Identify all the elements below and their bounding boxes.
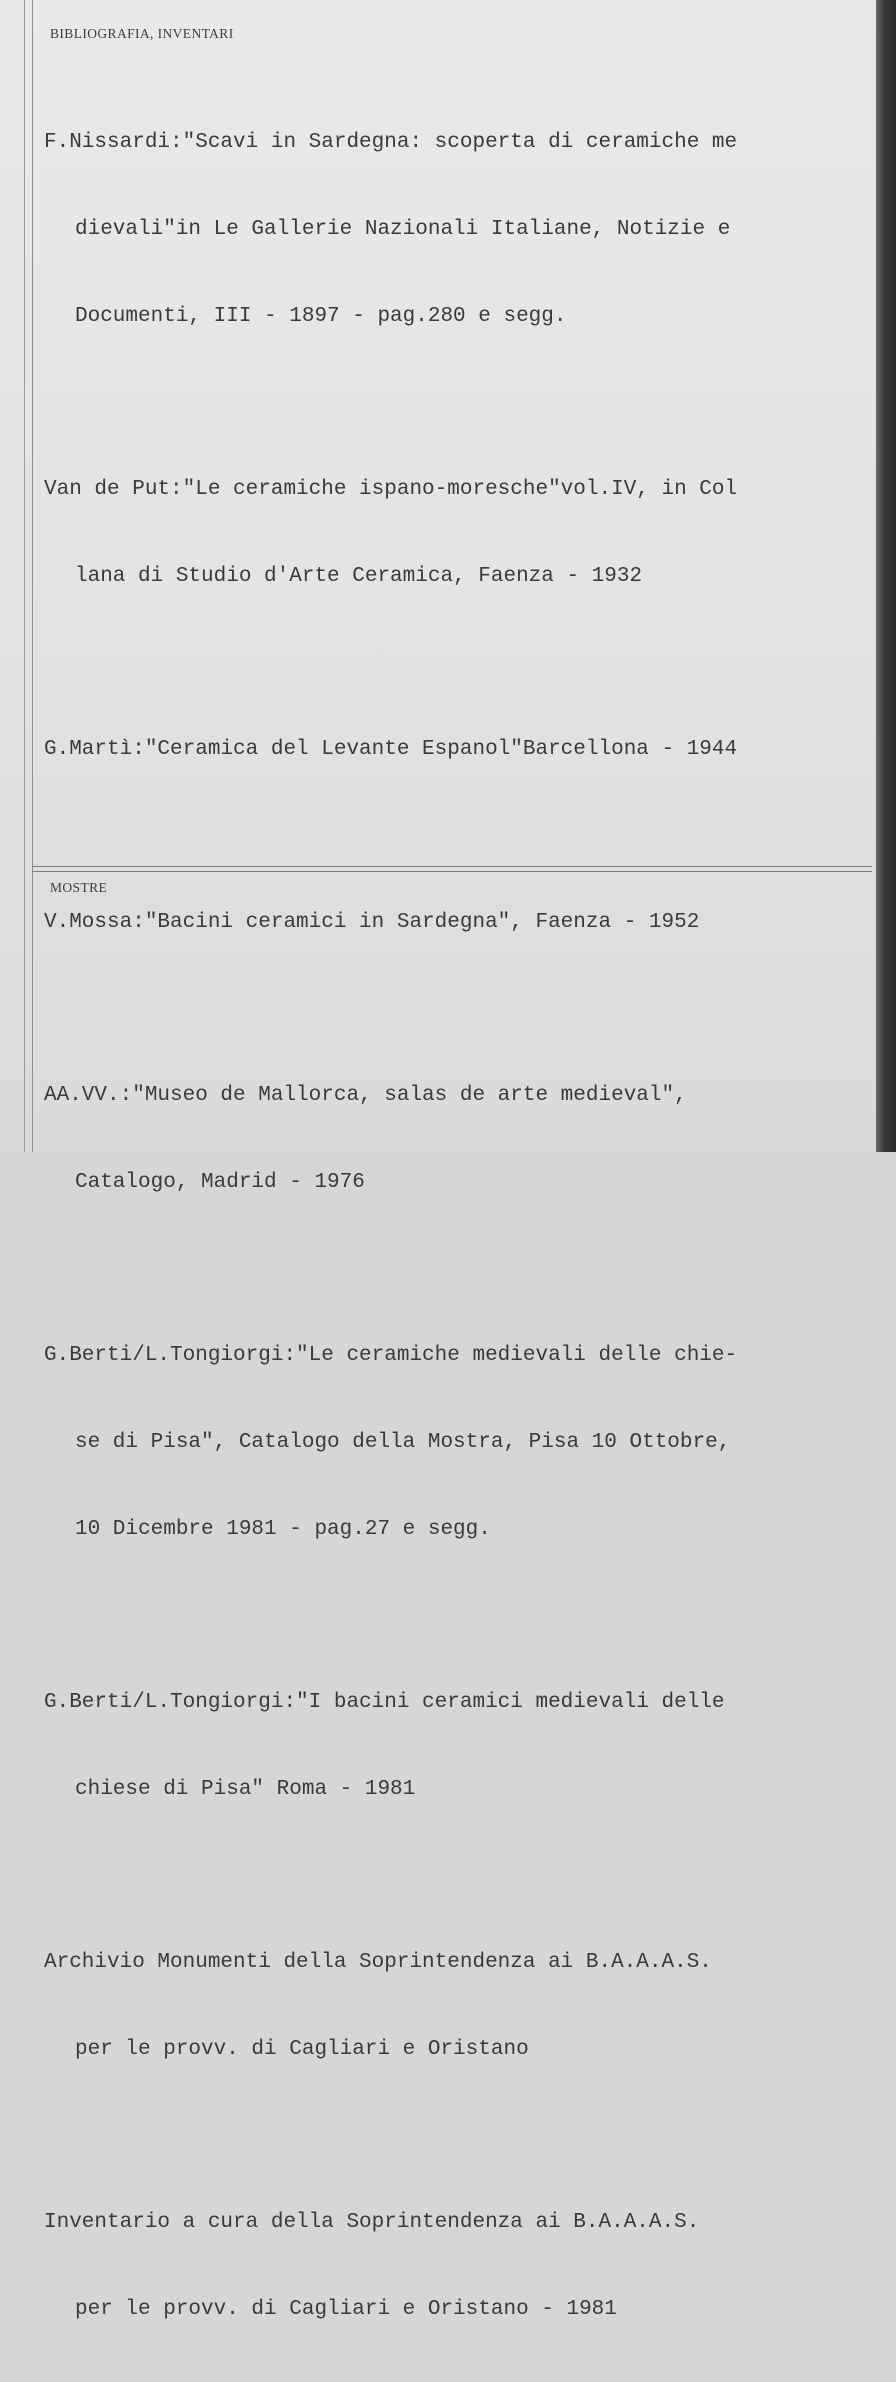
entry-line: AA.VV.:"Museo de Mallorca, salas de arte medieval",: [44, 1084, 687, 1107]
card-margin-line-inner: [32, 0, 33, 1152]
entry-line: per le provv. di Cagliari e Oristano - 1981: [75, 2298, 617, 2321]
entry-line: Inventario a cura della Soprintendenza ai B.A.A.A.S.: [44, 2211, 700, 2234]
entry-line: Van de Put:"Le ceramiche ispano-moresche"vol.IV, in Col: [44, 478, 738, 501]
section-divider: [32, 871, 872, 872]
entry-line: G.Berti/L.Tongiorgi:"I bacini ceramici medievali delle: [44, 1691, 725, 1714]
bibliography-entry: [44, 70, 876, 389]
entry-line: se di Pisa", Catalogo della Mostra, Pisa 10 Ottobre,: [75, 1431, 731, 1454]
entry-line: Catalogo, Madrid - 1976: [75, 1171, 365, 1194]
bibliography-entry: [44, 2150, 876, 2382]
section-label-bibliografia: BIBLIOGRAFIA, INVENTARI: [50, 26, 234, 41]
card-edge-shadow: [876, 0, 896, 1152]
bibliography-entry: [44, 1283, 876, 1602]
card-margin-line-outer: [24, 0, 25, 1152]
entry-line: per le provv. di Cagliari e Oristano: [75, 2038, 529, 2061]
entry-line: G.Martì:"Ceramica del Levante Espanol"Barcellona - 1944: [44, 738, 738, 761]
bibliography-entry: [44, 1890, 876, 2122]
bibliography-entry: [44, 417, 876, 649]
entry-line: V.Mossa:"Bacini ceramici in Sardegna", Faenza - 1952: [44, 911, 700, 934]
entry-line: G.Berti/L.Tongiorgi:"Le ceramiche medievali delle chie-: [44, 1344, 738, 1367]
bibliography-entry: [44, 1630, 876, 1862]
entry-line: dievali"in Le Gallerie Nazionali Italiane, Notizie e: [75, 218, 731, 241]
section-label-mostre: MOSTRE: [50, 880, 108, 895]
bibliography-list: [44, 70, 876, 2382]
bibliography-entry: [44, 677, 876, 822]
entry-line: 10 Dicembre 1981 - pag.27 e segg.: [75, 1518, 491, 1541]
entry-line: Documenti, III - 1897 - pag.280 e segg.: [75, 305, 567, 328]
entry-line: lana di Studio d'Arte Ceramica, Faenza - 1932: [75, 565, 643, 588]
entry-line: F.Nissardi:"Scavi in Sardegna: scoperta di ceramiche me: [44, 131, 738, 154]
entry-line: chiese di Pisa" Roma - 1981: [75, 1778, 416, 1801]
entry-line: Archivio Monumenti della Soprintendenza ai B.A.A.A.S.: [44, 1951, 712, 1974]
section-divider: [32, 866, 872, 867]
bibliography-entry: [44, 1023, 876, 1255]
